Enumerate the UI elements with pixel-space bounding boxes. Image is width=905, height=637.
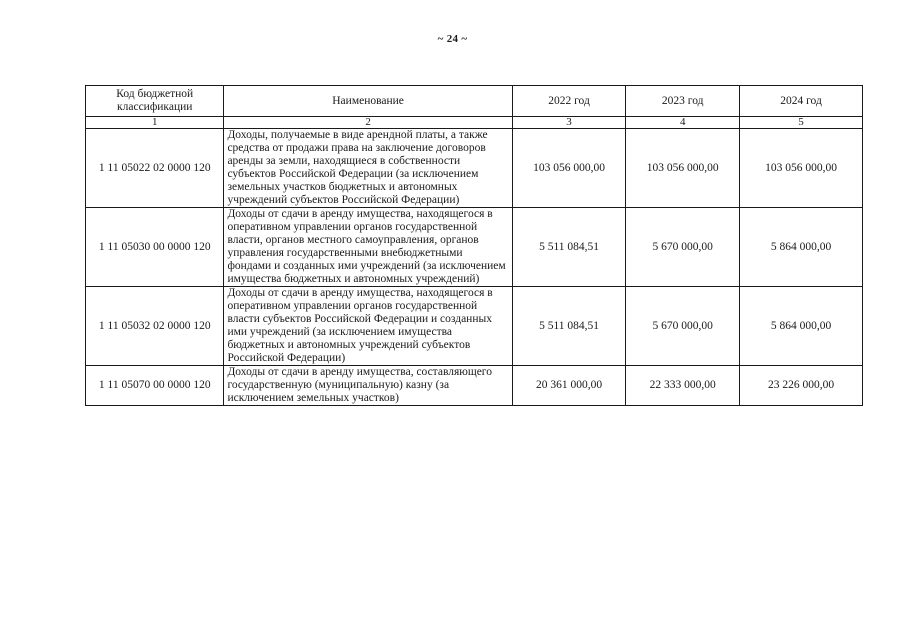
table-row	[86, 287, 863, 366]
budget-code: 1 11 05022 02 0000 120	[86, 129, 224, 208]
column-number-row	[86, 117, 863, 129]
value-2024: 103 056 000,00	[740, 129, 863, 208]
header-year-2022: 2022 год	[512, 86, 626, 117]
revenue-name: Доходы от сдачи в аренду имущества, находящегося в оперативном управлении органов государственной власти субъектов Российской Федерации и созданных ими учреждений (за исключением имущества бюджетных и автономных учреждений субъектов Российской Федерации)	[224, 287, 512, 366]
header-code: Код бюджетной классификации	[86, 86, 224, 117]
table-row	[86, 208, 863, 287]
value-2024: 5 864 000,00	[740, 287, 863, 366]
value-2023: 22 333 000,00	[626, 366, 740, 406]
value-2023: 5 670 000,00	[626, 208, 740, 287]
table-row	[86, 366, 863, 406]
header-name: Наименование	[224, 86, 512, 117]
budget-code: 1 11 05032 02 0000 120	[86, 287, 224, 366]
table-header-row	[86, 86, 863, 117]
column-number: 4	[626, 117, 740, 129]
revenue-name: Доходы от сдачи в аренду имущества, составляющего государственную (муниципальную) казну (за исключением земельных участков)	[224, 366, 512, 406]
value-2024: 23 226 000,00	[740, 366, 863, 406]
budget-revenue-table	[85, 85, 863, 406]
value-2024: 5 864 000,00	[740, 208, 863, 287]
table-row	[86, 129, 863, 208]
value-2022: 5 511 084,51	[512, 287, 626, 366]
value-2023: 103 056 000,00	[626, 129, 740, 208]
value-2022: 20 361 000,00	[512, 366, 626, 406]
column-number: 3	[512, 117, 626, 129]
header-year-2024: 2024 год	[740, 86, 863, 117]
revenue-name: Доходы, получаемые в виде арендной платы, а также средства от продажи права на заключение договоров аренды за земли, находящиеся в собственности субъектов Российской Федерации (за исключением земельных участков бюджетных и автономных учреждений субъектов Российской Федерации)	[224, 129, 512, 208]
page-number: ~ 24 ~	[437, 33, 468, 45]
value-2022: 5 511 084,51	[512, 208, 626, 287]
column-number: 1	[86, 117, 224, 129]
value-2023: 5 670 000,00	[626, 287, 740, 366]
budget-code: 1 11 05030 00 0000 120	[86, 208, 224, 287]
column-number: 2	[224, 117, 512, 129]
value-2022: 103 056 000,00	[512, 129, 626, 208]
budget-code: 1 11 05070 00 0000 120	[86, 366, 224, 406]
revenue-name: Доходы от сдачи в аренду имущества, находящегося в оперативном управлении органов государственной власти, органов местного самоуправления, органов управления государственными внебюджетными фондами и созданных ими учреждений (за исключением имущества бюджетных и автономных учреждений)	[224, 208, 512, 287]
column-number: 5	[740, 117, 863, 129]
header-year-2023: 2023 год	[626, 86, 740, 117]
